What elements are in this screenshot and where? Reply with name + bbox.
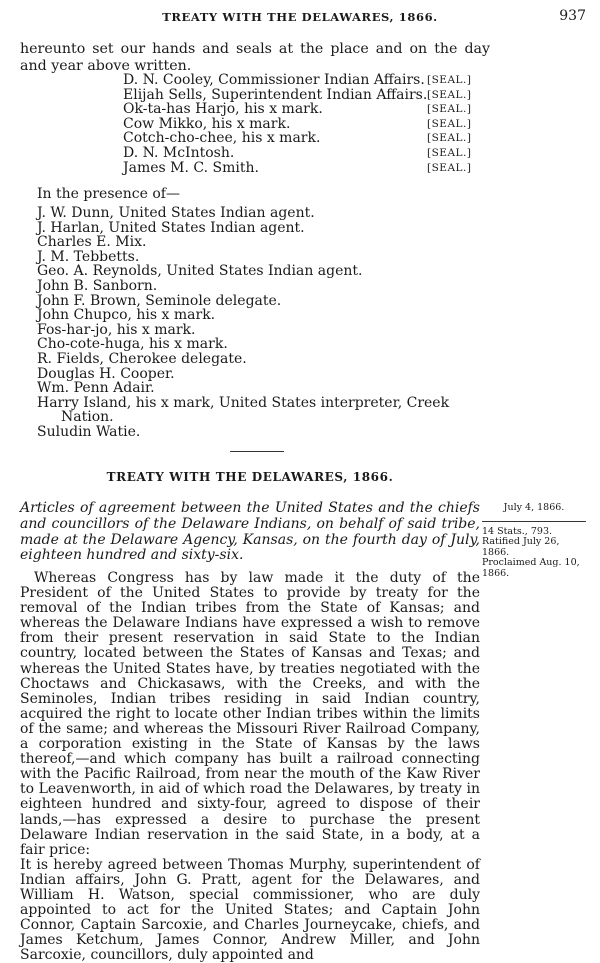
witness-item: J. M. Tebbetts. <box>37 248 140 265</box>
witness-item: John B. Sanborn. <box>37 277 158 294</box>
signatory-name: D. N. Cooley, Commissioner Indian Affairs. <box>123 72 425 88</box>
witness-item: J. W. Dunn, United States Indian agent. <box>37 205 315 221</box>
seal-mark: [SEAL.] <box>427 117 472 130</box>
treaty-title: TREATY WITH THE DELAWARES, 1866. <box>106 470 394 484</box>
margin-stats: 14 Stats., 793. <box>482 525 553 537</box>
articles-preamble: Articles of agreement between the United States and the chiefs and councillors of the Delaware Indians, on behalf of said tribe, made at the Delaware Agency, Kansas, on the fourth day of July, eighteen hundred and sixty-six. <box>20 500 480 564</box>
signatory-name: Elijah Sells, Superintendent Indian Affairs. <box>123 86 428 103</box>
signatory-name: Cow Mikko, his x mark. <box>123 115 291 132</box>
witness-item: John Chupco, his x mark. <box>37 307 216 324</box>
paragraph: Whereas Congress has by law made it the duty of the President of the United States to provide by treaty for the removal of the Indian tribes from the State of Kansas; and whereas the Delaware Indians have expressed a wish to remove from their present reservation in said State to the Indian country, located between the States of Kansas and Texas; and whereas the United States have, by treaties negotiated with the Choctaws and Chickasaws, with the Creeks, and with the Seminoles, Indian tribes residing in said Indian country, acquired the right to locate other Indian tribes within the limits of the same; and whereas the Missouri River Railroad Company, a corporation existing in the State of Kansas by the laws thereof,—and which company has built a railroad connecting with the Pacific Railroad, from near the mouth of the Kaw River to Leavenworth, in aid of which road the Delawares, by treaty in eighteen hundred and sixty-four, agreed to dispose of their lands,—has expressed a desire to purchase the present Delaware Indian reservation in the said State, in a body, at a fair price: <box>20 570 480 858</box>
margin-notes <box>482 503 586 579</box>
margin-divider <box>482 521 586 522</box>
witness-list <box>37 206 487 440</box>
witness-item: Fos-har-jo, his x mark. <box>37 321 196 338</box>
witness-item: Charles E. Mix. <box>37 234 147 251</box>
witness-item: Wm. Penn Adair. <box>37 380 155 397</box>
signatory-name: James M. C. Smith. <box>123 159 259 176</box>
witness-item: Harry Island, his x mark, United States interpreter, Creek <box>37 394 450 411</box>
signature-row <box>123 131 488 146</box>
margin-ratified: Ratified July 26, 1866. <box>482 536 560 558</box>
signature-row <box>123 73 488 88</box>
signature-row <box>123 161 488 176</box>
presence-intro: In the presence of— <box>37 186 180 202</box>
seal-mark: [SEAL.] <box>427 146 472 159</box>
witness-item: Geo. A. Reynolds, United States Indian agent. <box>37 263 363 280</box>
paragraph: It is hereby agreed between Thomas Murphy, superintendent of Indian affairs, John G. Pratt, agent for the Delawares, and William H. Watson, special commissioner, who are duly appointed to act for the United States; and Captain John Connor, Captain Sarcoxie, and Charles Journeycake, chiefs, and James Ketchum, James Connor, Andrew Miller, and John Sarcoxie, councillors, duly appointed and <box>20 856 480 963</box>
closing-text: hereunto set our hands and seals at the place and on the day and year above written. <box>20 41 490 74</box>
witness-item: John F. Brown, Seminole delegate. <box>37 292 282 309</box>
seal-mark: [SEAL.] <box>427 132 472 145</box>
signature-block <box>123 73 488 175</box>
witness-item: Douglas H. Cooper. <box>37 365 175 382</box>
seal-mark: [SEAL.] <box>427 74 472 86</box>
page-number: 937 <box>559 8 586 24</box>
witness-item: R. Fields, Cherokee delegate. <box>37 350 247 367</box>
signature-row <box>123 102 488 117</box>
witness-item-continued: Nation. <box>61 409 114 426</box>
running-header-title: TREATY WITH THE DELAWARES, 1866. <box>162 10 438 24</box>
signature-row <box>123 146 488 161</box>
witness-item: Suludin Watie. <box>37 423 141 440</box>
witness-item: J. Harlan, United States Indian agent. <box>37 219 305 236</box>
signature-row <box>123 117 488 132</box>
margin-proclaimed: Proclaimed Aug. 10, 1866. <box>482 557 580 579</box>
signatory-name: Cotch-cho-chee, his x mark. <box>123 130 321 147</box>
treaty-body <box>20 571 480 963</box>
seal-mark: [SEAL.] <box>427 103 472 116</box>
signature-row <box>123 88 488 103</box>
section-divider <box>230 451 284 452</box>
witness-item: Cho-cote-huga, his x mark. <box>37 336 228 353</box>
running-header <box>0 6 600 26</box>
margin-date: July 4, 1866. <box>503 502 565 513</box>
seal-mark: [SEAL.] <box>427 161 472 174</box>
signatory-name: D. N. McIntosh. <box>123 144 235 161</box>
seal-mark: [SEAL.] <box>427 88 472 101</box>
signatory-name: Ok-ta-has Harjo, his x mark. <box>123 101 323 118</box>
